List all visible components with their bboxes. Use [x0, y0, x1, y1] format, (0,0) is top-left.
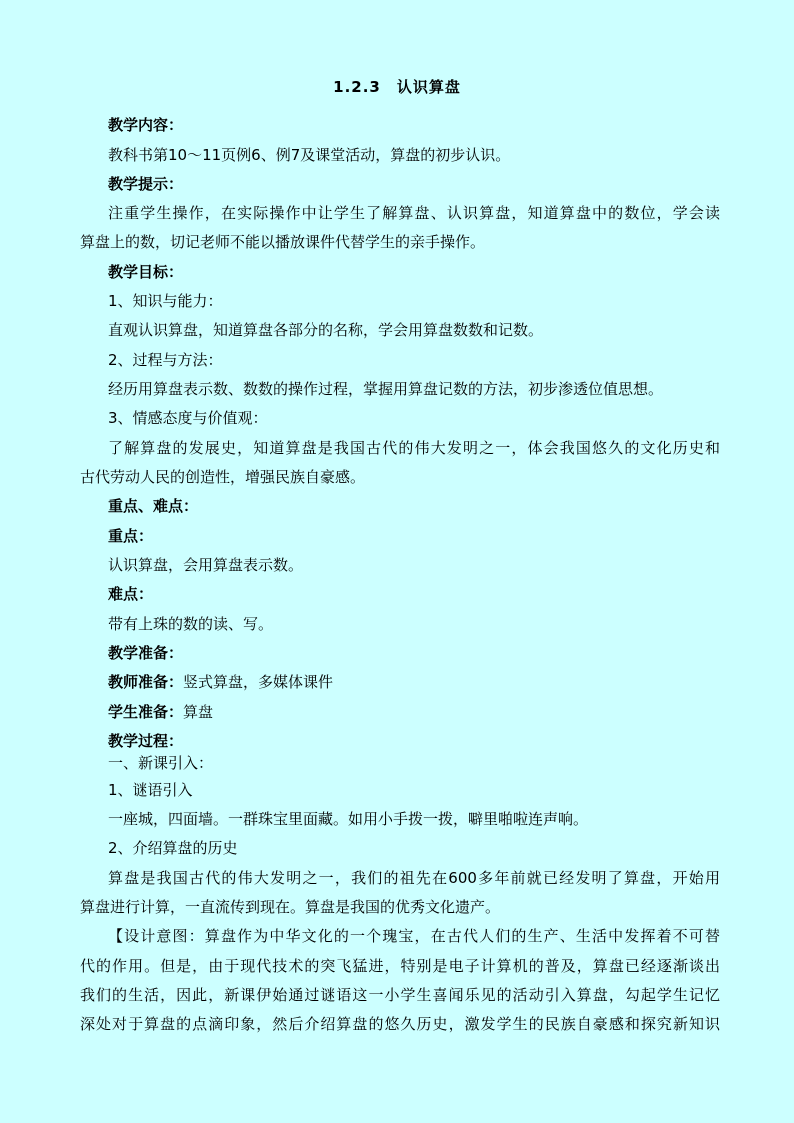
- step2-label: 2、介绍算盘的历史: [108, 839, 238, 857]
- teacher-prep: [108, 672, 720, 692]
- difficult-label: 难点：: [108, 585, 154, 603]
- step1-label: 1、谜语引入: [108, 781, 193, 799]
- content-text: 教科书第10～11页例6、例7及课堂活动，算盘的初步认识。: [108, 146, 511, 164]
- goal2-label: 2、过程与方法：: [108, 351, 223, 369]
- design-line-4: 深处对于算盘的点滴印象，然后介绍算盘的悠久历史，激发学生的民族自豪感和探究新知识: [80, 1015, 720, 1033]
- goal3-label: 3、情感态度与价值观：: [108, 409, 268, 427]
- content-heading: 教学内容：: [108, 116, 184, 134]
- process-heading: 教学过程：: [108, 732, 184, 750]
- student-prep-label: 学生准备：: [108, 703, 184, 721]
- goals-heading: 教学目标：: [108, 263, 184, 281]
- step2-line-1: 算盘是我国古代的伟大发明之一，我们的祖先在600多年前就已经发明了算盘，开始用: [108, 869, 720, 887]
- step1-text: 一座城，四面墙。一群珠宝里面藏。如用小手拨一拨，噼里啪啦连声响。: [108, 810, 589, 828]
- goal1-text: 直观认识算盘，知道算盘各部分的名称，学会用算盘数数和记数。: [108, 321, 544, 339]
- key-text: 认识算盘，会用算盘表示数。: [108, 556, 304, 574]
- step2-line-2: 算盘进行计算，一直流传到现在。算盘是我国的优秀文化遗产。: [80, 898, 501, 916]
- teacher-prep-text: 竖式算盘，多媒体课件: [183, 673, 334, 691]
- design-line-3: 我们的生活，因此，新课伊始通过谜语这一小学生喜闻乐见的活动引入算盘，勾起学生记忆: [80, 986, 720, 1004]
- section-1-heading: 一、新课引入：: [108, 754, 214, 772]
- design-line-2: 代的作用。但是，由于现代技术的突飞猛进，特别是电子计算机的普及，算盘已经逐渐谈出: [80, 957, 720, 975]
- difficult-text: 带有上珠的数的读、写。: [108, 615, 274, 633]
- design-line-1: 【设计意图：算盘作为中华文化的一个瑰宝，在古代人们的生产、生活中发挥着不可替: [108, 927, 720, 945]
- teacher-prep-label: 教师准备：: [108, 673, 184, 691]
- hint-line-2: 算盘上的数，切记老师不能以播放课件代替学生的亲手操作。: [80, 233, 486, 251]
- page-title: 1.2.3 认识算盘: [333, 78, 461, 96]
- key-label: 重点：: [108, 527, 154, 545]
- hint-line-1: 注重学生操作，在实际操作中让学生了解算盘、认识算盘，知道算盘中的数位，学会读: [108, 204, 720, 222]
- goal3-line-2: 古代劳动人民的创造性，增强民族自豪感。: [80, 468, 366, 486]
- goal3-line-1: 了解算盘的发展史，知道算盘是我国古代的伟大发明之一，体会我国悠久的文化历史和: [108, 439, 720, 457]
- student-prep-text: 算盘: [183, 703, 214, 721]
- hint-heading: 教学提示：: [108, 175, 184, 193]
- prep-heading: 教学准备：: [108, 644, 184, 662]
- key-heading: 重点、难点：: [108, 497, 199, 515]
- goal1-label: 1、知识与能力：: [108, 292, 223, 310]
- goal2-text: 经历用算盘表示数、数数的操作过程，掌握用算盘记数的方法，初步渗透位值思想。: [108, 380, 664, 398]
- student-prep: [108, 702, 720, 722]
